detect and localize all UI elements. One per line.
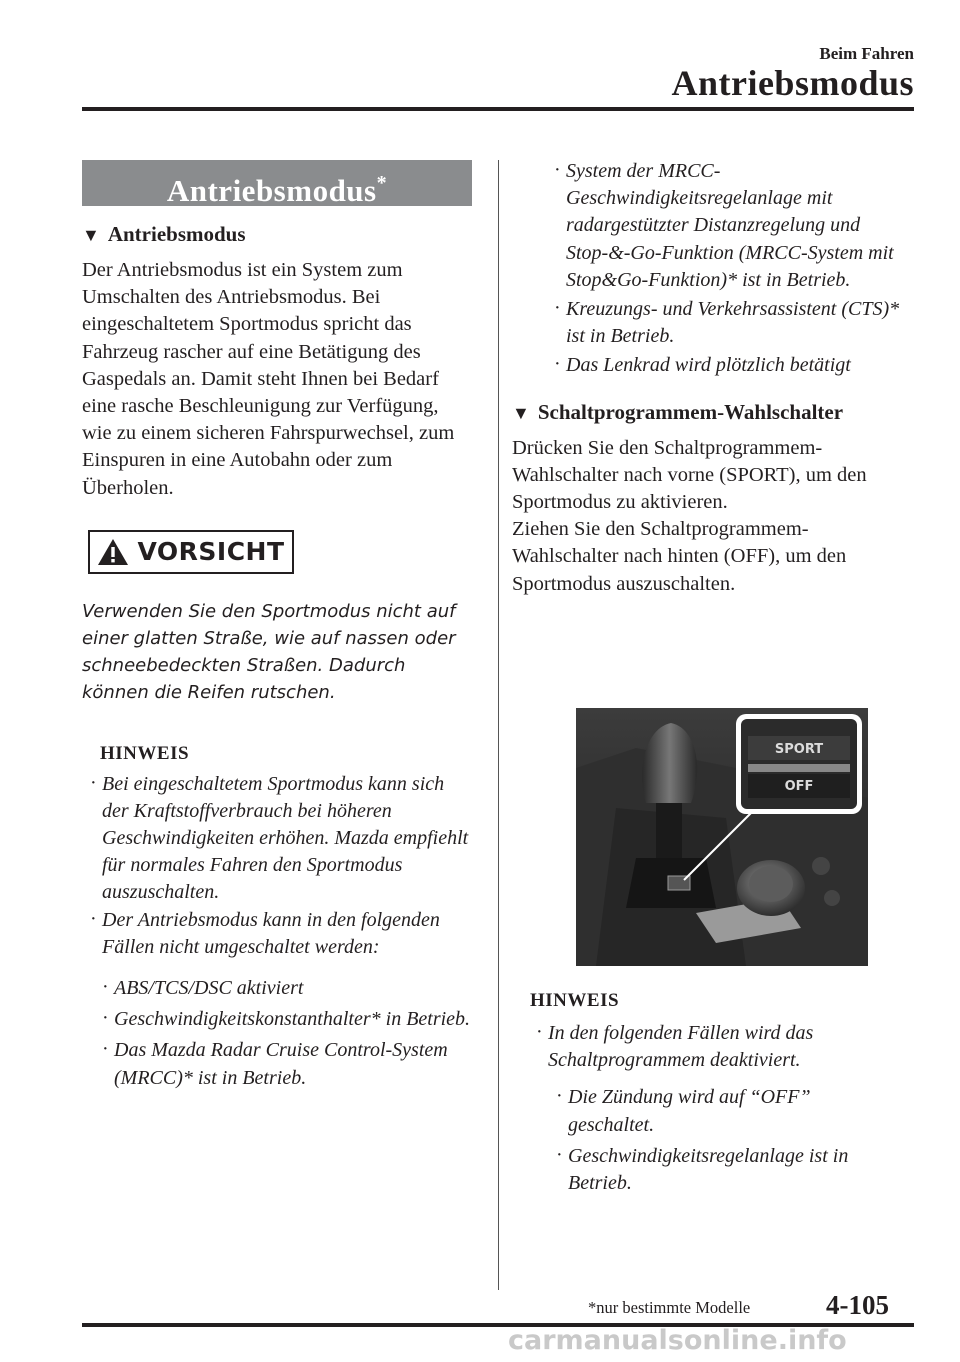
triangle-down-icon: ▼ [512, 402, 530, 423]
column-divider [498, 160, 499, 1290]
subnote-list [102, 975, 472, 1092]
right-subnote-list [556, 1084, 898, 1197]
section-title: Antriebsmodus [166, 173, 377, 208]
condition-item: · System der MRCC-Geschwindigkeitsregelanlage mit radargestützter Distanzregelung und Stop-&-Go-Funktion (MRCC-System mit Stop&Go-Funktion)* ist in Betrieb. [554, 159, 894, 291]
right-notes [512, 990, 912, 1197]
paragraph-sport: Drücken Sie den Schaltprogrammem-Wahlschalter nach vorne (SPORT), um den Sportmodus zu aktivieren. [512, 436, 867, 514]
watermark: carmanualsonline.info [508, 1325, 847, 1356]
chapter-label: Beim Fahren [819, 44, 914, 63]
right-column [512, 158, 912, 598]
condition-item: · Das Lenkrad wird plötzlich betätigt [554, 353, 851, 377]
sport-label: SPORT [774, 742, 824, 757]
warning-triangle-icon [97, 538, 129, 566]
note-title: HINWEIS [100, 742, 190, 764]
subnote-item: · Geschwindigkeitskonstanthalter* in Betrieb. [102, 1007, 471, 1031]
header-title: Antriebsmodus [671, 63, 914, 103]
triangle-down-icon: ▼ [82, 225, 100, 245]
subnote-item: · Die Zündung wird auf “OFF” geschaltet. [556, 1085, 811, 1136]
paragraph-off: Ziehen Sie den Schaltprogrammem-Wahlschalter nach hinten (OFF), um den Sportmodus auszuschalten. [512, 518, 847, 595]
left-column [82, 160, 472, 1092]
note-title: HINWEIS [530, 990, 620, 1011]
intro-paragraph: Der Antriebsmodus ist ein System zum Umschalten des Antriebsmodus. Bei eingeschaltetem Sportmodus spricht das Fahrzeug rascher auf eine Betätigung des Gaspedals an. Damit steht Ihnen bei Bedarf eine rasche Beschleunigung zur Verfügung, wie zu einem sicheren Fahrspurwechsel, zum Einspuren in eine Autobahn oder zum Überholen. [82, 259, 455, 499]
header-rule [82, 107, 914, 111]
warning-text: Verwenden Sie den Sportmodus nicht auf einer glatten Straße, wie auf nassen oder schneebedeckten Straßen. Dadurch können die Reifen rutschen. [82, 600, 456, 704]
subheading-antriebsmodus [82, 222, 472, 247]
subheading-text: Schaltprogrammem-Wahlschalter [537, 399, 844, 424]
note-item: · In den folgenden Fällen wird das Schaltprogrammem deaktiviert. [536, 1021, 814, 1072]
right-note-list [536, 1020, 888, 1074]
note-item: · Der Antriebsmodus kann in den folgenden Fällen nicht umgeschaltet werden: [90, 907, 440, 958]
off-label: OFF [784, 779, 814, 794]
selector-switch-photo [576, 708, 868, 966]
section-title-mark: * [376, 172, 388, 194]
warning-label: VORSICHT [137, 537, 285, 567]
note-item: · Bei eingeschaltetem Sportmodus kann sich der Kraftstoffverbrauch bei höheren Geschwindigkeiten erhöhen. Mazda empfiehlt für normales Fahren den Sportmodus auszuschalten. [90, 771, 469, 904]
section-title-bar [82, 160, 472, 206]
condition-item: · Kreuzungs- und Verkehrsassistent (CTS)* ist in Betrieb. [554, 297, 900, 348]
subheading-text: Antriebsmodus [107, 222, 246, 246]
footnote: *nur bestimmte Modelle [588, 1298, 751, 1317]
subnote-item: · Geschwindigkeitsregelanlage ist in Betrieb. [556, 1143, 849, 1195]
note-list [90, 771, 472, 961]
page-number: 4-105 [826, 1290, 889, 1320]
subheading-wahlschalter [512, 400, 912, 425]
subnote-item: · ABS/TCS/DSC aktiviert [102, 976, 304, 1000]
subnote-item: · Das Mazda Radar Cruise Control-System (MRCC)* ist in Betrieb. [102, 1038, 448, 1089]
warning-box [88, 530, 294, 574]
condition-list [554, 158, 906, 380]
